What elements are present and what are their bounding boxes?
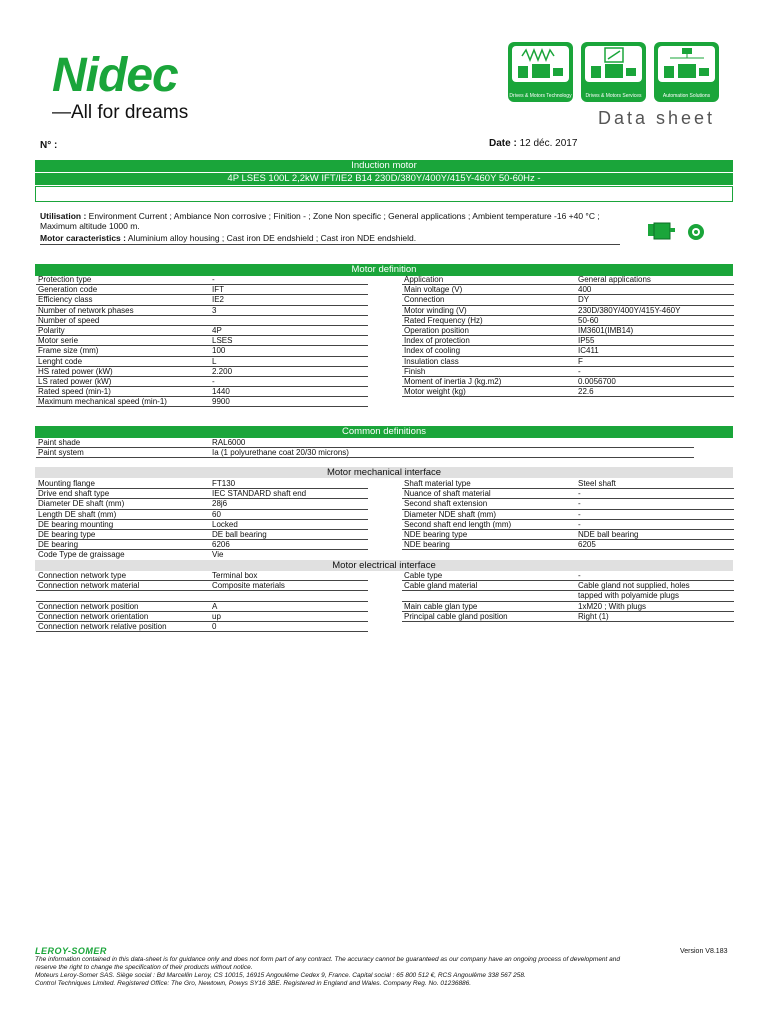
- row-value: [210, 591, 368, 601]
- row-key: Main voltage (V): [402, 285, 576, 295]
- row-value: 1440: [210, 387, 368, 397]
- motor-icon: [646, 220, 676, 247]
- row-key: Paint shade: [36, 438, 210, 448]
- row-key: Nuance of shaft material: [402, 489, 576, 499]
- row-value: [210, 315, 368, 325]
- table-row: [402, 387, 734, 397]
- row-key: Generation code: [36, 285, 210, 295]
- row-value: DY: [576, 295, 734, 305]
- table-row: [402, 571, 734, 581]
- row-value: IP55: [576, 336, 734, 346]
- table-row: [402, 601, 734, 611]
- row-value: LSES: [210, 336, 368, 346]
- divider: [40, 244, 620, 245]
- table-row: [402, 376, 734, 386]
- table-row: [36, 571, 368, 581]
- row-value: 9900: [210, 397, 368, 407]
- table-row: [36, 285, 368, 295]
- table-row: [36, 611, 368, 621]
- electrical-left-table: [36, 571, 368, 632]
- leroy-somer-logo: LEROY-SOMER: [35, 946, 107, 956]
- row-value: 3: [210, 305, 368, 315]
- row-key: Connection network relative position: [36, 621, 210, 631]
- table-row: [36, 509, 368, 519]
- row-value: -: [210, 376, 368, 386]
- row-value: 22.6: [576, 387, 734, 397]
- table-row: [36, 601, 368, 611]
- mechanical-interface-title: Motor mechanical interface: [35, 467, 733, 478]
- row-key: Number of network phases: [36, 305, 210, 315]
- doc-title: Data sheet: [598, 108, 716, 128]
- table-row: [36, 325, 368, 335]
- row-value: 4P: [210, 325, 368, 335]
- table-row: [402, 611, 734, 621]
- table-row: [402, 325, 734, 335]
- row-value: IC411: [576, 346, 734, 356]
- table-row: [36, 336, 368, 346]
- row-value: -: [576, 489, 734, 499]
- row-key: Length DE shaft (mm): [36, 509, 210, 519]
- row-value: 6205: [576, 540, 734, 550]
- table-row: [36, 499, 368, 509]
- row-value: DE ball bearing: [210, 529, 368, 539]
- row-value: IEC STANDARD shaft end: [210, 489, 368, 499]
- mechanical-right-table: [402, 479, 734, 550]
- table-row: [402, 529, 734, 539]
- row-value: Composite materials: [210, 581, 368, 591]
- brand-name: Nidec: [52, 49, 178, 102]
- table-row: [402, 540, 734, 550]
- date-label: Date :: [489, 138, 517, 149]
- drives-motors-technology-icon: Drives & Motors Technology: [508, 42, 573, 102]
- row-value: General applications: [576, 275, 734, 285]
- row-key: Shaft material type: [402, 479, 576, 489]
- row-value: Right (1): [576, 611, 734, 621]
- row-key: Index of cooling: [402, 346, 576, 356]
- row-value: Cable gland not supplied, holes: [576, 581, 734, 591]
- row-key: Motor serie: [36, 336, 210, 346]
- date-row: [489, 138, 577, 149]
- automation-solutions-icon: Automation Solutions: [654, 42, 719, 102]
- table-row: [36, 438, 694, 448]
- utilisation: Utilisation : Environment Current ; Ambiance Non corrosive ; Finition - ; Zone Non specific ; General applications ; Ambient temperature -16 +40 °C ; Maximum altitude 1000 m.: [40, 211, 600, 231]
- table-row: [36, 305, 368, 315]
- row-value: IM3601(IMB14): [576, 325, 734, 335]
- header-icons: [508, 42, 728, 102]
- table-row: [36, 479, 368, 489]
- row-value: 100: [210, 346, 368, 356]
- row-value: -: [576, 499, 734, 509]
- table-row: [36, 376, 368, 386]
- row-key: Connection network orientation: [36, 611, 210, 621]
- row-value: 6206: [210, 540, 368, 550]
- row-key: Connection network type: [36, 571, 210, 581]
- table-row: [402, 356, 734, 366]
- row-key: Paint system: [36, 448, 210, 458]
- table-row: [36, 540, 368, 550]
- table-row: [36, 550, 368, 560]
- table-row: [36, 387, 368, 397]
- electrical-interface-title: Motor electrical interface: [35, 560, 733, 571]
- row-value: FT130: [210, 479, 368, 489]
- table-row: [402, 519, 734, 529]
- row-key: Frame size (mm): [36, 346, 210, 356]
- table-row: [36, 519, 368, 529]
- row-key: Operation position: [402, 325, 576, 335]
- row-key: DE bearing: [36, 540, 210, 550]
- table-row: [36, 529, 368, 539]
- table-row: [36, 295, 368, 305]
- row-value: A: [210, 601, 368, 611]
- date-value: 12 déc. 2017: [519, 138, 578, 149]
- table-row: [402, 336, 734, 346]
- table-row: [36, 621, 368, 631]
- row-key: Connection: [402, 295, 576, 305]
- row-key: Connection network position: [36, 601, 210, 611]
- row-value: 400: [576, 285, 734, 295]
- drives-motors-services-icon: Drives & Motors Services: [581, 42, 646, 102]
- row-value: IFT: [210, 285, 368, 295]
- row-key: Drive end shaft type: [36, 489, 210, 499]
- row-key: [402, 591, 576, 601]
- motor-characteristics: Motor caracteristics : Aluminium alloy housing ; Cast iron DE endshield ; Cast iron NDE endshield.: [40, 233, 417, 243]
- row-key: Maximum mechanical speed (min-1): [36, 397, 210, 407]
- row-value: tapped with polyamide plugs: [576, 591, 734, 601]
- row-key: Motor weight (kg): [402, 387, 576, 397]
- row-value: -: [576, 366, 734, 376]
- row-value: 50-60: [576, 315, 734, 325]
- table-row: [36, 448, 694, 458]
- row-value: RAL6000: [210, 438, 694, 448]
- row-value: -: [576, 571, 734, 581]
- table-row: [36, 315, 368, 325]
- flange-icon: [686, 222, 706, 247]
- table-row: [402, 315, 734, 325]
- table-row: [36, 356, 368, 366]
- row-value: -: [576, 509, 734, 519]
- electrical-right-table: [402, 571, 734, 622]
- row-value: up: [210, 611, 368, 621]
- row-value: IE2: [210, 295, 368, 305]
- product-spacer: [35, 186, 733, 202]
- common-definitions-table: [36, 438, 694, 458]
- row-value: 230D/380Y/400Y/415Y-460Y: [576, 305, 734, 315]
- row-key: Diameter DE shaft (mm): [36, 499, 210, 509]
- row-key: [36, 591, 210, 601]
- row-key: Efficiency class: [36, 295, 210, 305]
- row-value: Ia (1 polyurethane coat 20/30 microns): [210, 448, 694, 458]
- row-key: Cable gland material: [402, 581, 576, 591]
- table-row: [36, 346, 368, 356]
- row-value: L: [210, 356, 368, 366]
- row-key: Cable type: [402, 571, 576, 581]
- row-key: Polarity: [36, 325, 210, 335]
- row-value: Locked: [210, 519, 368, 529]
- table-row: [36, 366, 368, 376]
- motor-definition-right-table: [402, 275, 734, 397]
- row-value: Terminal box: [210, 571, 368, 581]
- row-key: NDE bearing type: [402, 529, 576, 539]
- row-key: Principal cable gland position: [402, 611, 576, 621]
- table-row: [402, 479, 734, 489]
- row-value: 28j6: [210, 499, 368, 509]
- row-value: Vie: [210, 550, 368, 560]
- row-value: Steel shaft: [576, 479, 734, 489]
- row-key: Mounting flange: [36, 479, 210, 489]
- row-key: Connection network material: [36, 581, 210, 591]
- row-key: DE bearing type: [36, 529, 210, 539]
- row-key: Rated Frequency (Hz): [402, 315, 576, 325]
- row-key: Second shaft end length (mm): [402, 519, 576, 529]
- row-key: Second shaft extension: [402, 499, 576, 509]
- table-row: [402, 366, 734, 376]
- table-row: [402, 285, 734, 295]
- table-row: [36, 591, 368, 601]
- row-value: 0.0056700: [576, 376, 734, 386]
- row-value: 0: [210, 621, 368, 631]
- table-row: [402, 499, 734, 509]
- row-key: Moment of inertia J (kg.m2): [402, 376, 576, 386]
- product-name: 4P LSES 100L 2,2kW IFT/IE2 B14 230D/380Y/400Y/415Y-460Y 50-60Hz -: [35, 173, 733, 185]
- row-value: 60: [210, 509, 368, 519]
- common-definitions-title: Common definitions: [35, 426, 733, 438]
- table-row: [402, 489, 734, 499]
- row-key: Motor winding (V): [402, 305, 576, 315]
- table-row: [402, 295, 734, 305]
- table-row: [402, 591, 734, 601]
- row-key: Insulation class: [402, 356, 576, 366]
- row-key: DE bearing mounting: [36, 519, 210, 529]
- row-value: 1xM20 ; With plugs: [576, 601, 734, 611]
- table-row: [402, 346, 734, 356]
- row-key: Diameter NDE shaft (mm): [402, 509, 576, 519]
- mechanical-left-table: [36, 479, 368, 561]
- row-value: F: [576, 356, 734, 366]
- row-key: Code Type de graissage: [36, 550, 210, 560]
- row-key: Protection type: [36, 275, 210, 285]
- row-value: -: [210, 275, 368, 285]
- table-row: [402, 581, 734, 591]
- row-value: 2.200: [210, 366, 368, 376]
- row-key: HS rated power (kW): [36, 366, 210, 376]
- table-row: [36, 275, 368, 285]
- table-row: [36, 581, 368, 591]
- motor-definition-title: Motor definition: [35, 264, 733, 276]
- table-row: [36, 397, 368, 407]
- footer-text: The information contained in this data-sheet is for guidance only and does not form part of any contract. The accuracy cannot be guaranteed as our company have an ongoing process of development and reserve the right to change the specification of their products without notice. Moteurs Leroy-Somer SAS. Siège social : Bd Marcellin Leroy, CS 10015, 16915 Angoulême Cedex 9, France. Capital social : 65 800 512 €, RCS Angoulême 338 567 258. Control Techniques Limited. Registered Office: The Gro, Newtown, Powys SY16 3BE. Registered in England and Wales. Company Reg. No. 01236886.: [35, 956, 620, 987]
- row-key: Main cable glan type: [402, 601, 576, 611]
- row-key: Number of speed: [36, 315, 210, 325]
- number-label: N° :: [40, 140, 58, 151]
- row-key: NDE bearing: [402, 540, 576, 550]
- row-value: NDE ball bearing: [576, 529, 734, 539]
- brand-tagline: —All for dreams: [52, 102, 189, 123]
- row-key: LS rated power (kW): [36, 376, 210, 386]
- nidec-logo: [52, 49, 227, 123]
- table-row: [402, 275, 734, 285]
- table-row: [36, 489, 368, 499]
- row-key: Index of protection: [402, 336, 576, 346]
- product-type: Induction motor: [35, 160, 733, 172]
- table-row: [402, 305, 734, 315]
- table-row: [402, 509, 734, 519]
- row-value: -: [576, 519, 734, 529]
- motor-definition-left-table: [36, 275, 368, 407]
- row-key: Rated speed (min-1): [36, 387, 210, 397]
- row-key: Application: [402, 275, 576, 285]
- row-key: Lenght code: [36, 356, 210, 366]
- row-key: Finish: [402, 366, 576, 376]
- version: Version V8.183: [680, 948, 728, 955]
